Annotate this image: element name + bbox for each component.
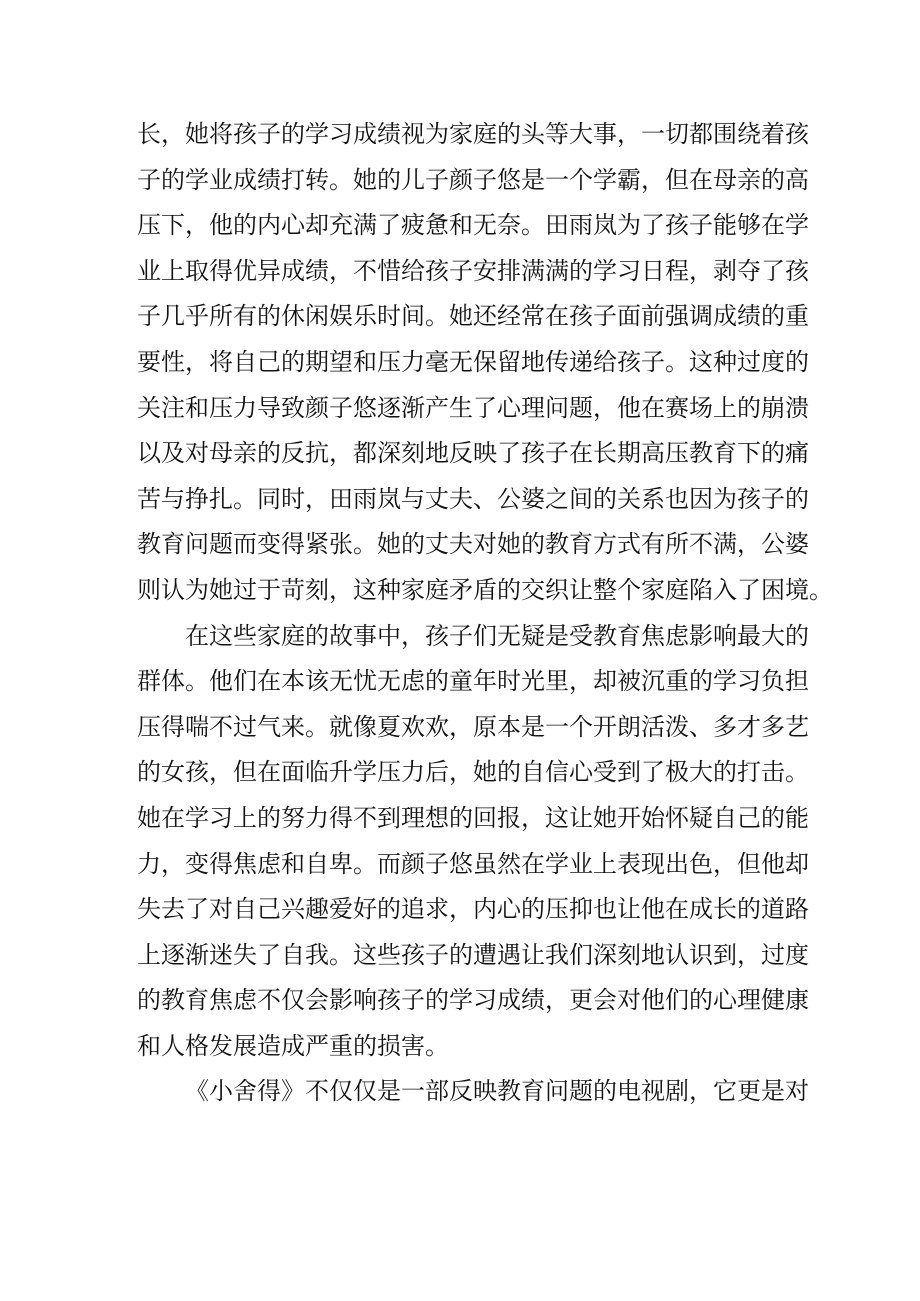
text-line: 失去了对自己兴趣爱好的追求，内心的压抑也让他在成长的道路 [137, 895, 809, 924]
paragraph-1 [137, 112, 833, 614]
text-line: 关注和压力导致颜子悠逐渐产生了心理问题，他在赛场上的崩溃 [137, 393, 809, 422]
document-body [137, 112, 833, 1115]
text-line: 长，她将孩子的学习成绩视为家庭的头等大事，一切都围绕着孩 [137, 120, 809, 148]
text-line: 压得喘不过气来。就像夏欢欢，原本是一个开朗活泼、多才多艺 [137, 712, 809, 741]
text-line: 她在学习上的努力得不到理想的回报，这让她开始怀疑自己的能 [137, 803, 809, 832]
text-line: 在这些家庭的故事中，孩子们无疑是受教育焦虑影响最大的 [185, 621, 809, 650]
text-line: 压下，他的内心却充满了疲惫和无奈。田雨岚为了孩子能够在学 [137, 211, 809, 240]
text-line: 子的学业成绩打转。她的儿子颜子悠是一个学霸，但在母亲的高 [137, 165, 809, 194]
text-line: 和人格发展造成严重的损害。 [137, 1031, 449, 1060]
paragraph-2 [137, 614, 809, 1070]
text-line: 上逐渐迷失了自我。这些孩子的遭遇让我们深刻地认识到，过度 [137, 940, 809, 969]
paragraph-3 [137, 1069, 809, 1115]
text-line: 的教育焦虑不仅会影响孩子的学习成绩，更会对他们的心理健康 [137, 986, 809, 1015]
text-line: 要性，将自己的期望和压力毫无保留地传递给孩子。这种过度的 [137, 347, 809, 376]
text-line: 业上取得优异成绩，不惜给孩子安排满满的学习日程，剥夺了孩 [137, 256, 809, 285]
text-line: 则认为她过于苛刻，这种家庭矛盾的交织让整个家庭陷入了困境。 [137, 575, 833, 604]
text-line: 子几乎所有的休闲娱乐时间。她还经常在孩子面前强调成绩的重 [137, 302, 809, 331]
text-line: 苦与挣扎。同时，田雨岚与丈夫、公婆之间的关系也因为孩子的 [137, 484, 809, 513]
text-line: 《小舍得》不仅仅是一部反映教育问题的电视剧，它更是对 [185, 1077, 809, 1106]
text-line: 群体。他们在本该无忧无虑的童年时光里，却被沉重的学习负担 [137, 667, 809, 696]
text-line: 教育问题而变得紧张。她的丈夫对她的教育方式有所不满，公婆 [137, 530, 809, 559]
text-line: 力，变得焦虑和自卑。而颜子悠虽然在学业上表现出色，但他却 [137, 849, 809, 878]
text-line: 的女孩，但在面临升学压力后，她的自信心受到了极大的打击。 [137, 758, 809, 787]
text-line: 以及对母亲的反抗，都深刻地反映了孩子在长期高压教育下的痛 [137, 439, 809, 468]
